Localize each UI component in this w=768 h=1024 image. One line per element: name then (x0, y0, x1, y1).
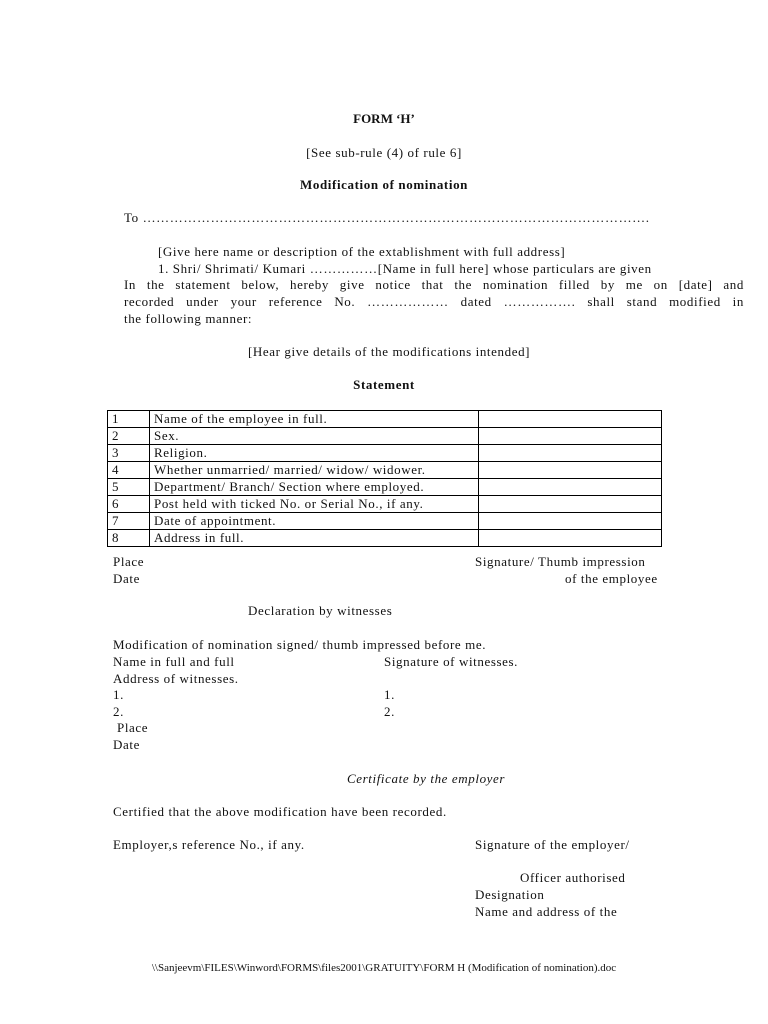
witness-date-label: Date (113, 737, 140, 752)
witnesses-title: Declaration by witnesses (248, 603, 393, 618)
statement-table (107, 410, 662, 547)
date-label: Date (113, 571, 140, 586)
row-value-field[interactable] (479, 513, 662, 530)
witness-right-2: 2. (384, 704, 395, 719)
name-address-label: Name and address of the (475, 904, 618, 919)
signature-thumb-label: Signature/ Thumb impression (475, 554, 646, 569)
employer-reference-label: Employer,s reference No., if any. (113, 837, 305, 852)
table-row (108, 496, 662, 513)
row-label: Department/ Branch/ Section where employed. (150, 479, 479, 496)
designation-label: Designation (475, 887, 545, 902)
to-line: To …………………………………………………………………………………………………. (124, 210, 650, 225)
table-row (108, 411, 662, 428)
table-row (108, 513, 662, 530)
place-label: Place (113, 554, 145, 569)
row-value-field[interactable] (479, 411, 662, 428)
details-note: [Hear give details of the modifications intended] (248, 344, 531, 359)
paragraph-line-2: In the statement below, hereby give notice that the nomination filled by me on [date] and (124, 277, 744, 292)
file-path-footer: \\Sanjeevm\FILES\Winword\FORMS\files2001\GRATUITY\FORM H (Modification of nomination).doc (151, 962, 617, 974)
row-value-field[interactable] (479, 496, 662, 513)
row-label: Name of the employee in full. (150, 411, 479, 428)
of-employee-label: of the employee (565, 571, 658, 586)
witness-left-1: 1. (113, 687, 124, 702)
sub-rule-reference: [See sub-rule (4) of rule 6] (306, 145, 462, 160)
row-label: Address in full. (150, 530, 479, 547)
row-value-field[interactable] (479, 479, 662, 496)
row-number: 3 (108, 445, 150, 462)
row-number: 7 (108, 513, 150, 530)
witness-address-label: Address of witnesses. (113, 671, 239, 686)
row-label: Post held with ticked No. or Serial No., if any. (150, 496, 479, 513)
table-row (108, 479, 662, 496)
witness-left-2: 2. (113, 704, 124, 719)
row-number: 1 (108, 411, 150, 428)
witness-place-label: Place (117, 720, 149, 735)
row-value-field[interactable] (479, 462, 662, 479)
row-number: 8 (108, 530, 150, 547)
paragraph-line-3: recorded under your reference No. ……………… dated ……………. shall stand modified in (124, 294, 744, 309)
page-heading: Modification of nomination (300, 177, 468, 192)
witness-right-1: 1. (384, 687, 395, 702)
witness-signature-label: Signature of witnesses. (384, 654, 519, 669)
signed-line: Modification of nomination signed/ thumb impressed before me. (113, 637, 487, 652)
row-number: 4 (108, 462, 150, 479)
paragraph-line-1: 1. Shri/ Shrimati/ Kumari ……………[Name in full here] whose particulars are given (158, 261, 652, 276)
paragraph-line-4: the following manner: (124, 311, 253, 326)
table-row (108, 428, 662, 445)
row-label: Sex. (150, 428, 479, 445)
row-number: 2 (108, 428, 150, 445)
table-row (108, 530, 662, 547)
row-value-field[interactable] (479, 530, 662, 547)
row-number: 5 (108, 479, 150, 496)
witness-name-label: Name in full and full (113, 654, 235, 669)
employer-signature-label: Signature of the employer/ (475, 837, 630, 852)
row-number: 6 (108, 496, 150, 513)
row-label: Whether unmarried/ married/ widow/ widower. (150, 462, 479, 479)
table-row (108, 445, 662, 462)
certificate-title: Certificate by the employer (347, 771, 506, 786)
establishment-note: [Give here name or description of the extablishment with full address] (158, 244, 566, 259)
row-label: Religion. (150, 445, 479, 462)
row-value-field[interactable] (479, 445, 662, 462)
certified-line: Certified that the above modification have been recorded. (113, 804, 447, 819)
row-label: Date of appointment. (150, 513, 479, 530)
officer-authorised-label: Officer authorised (520, 870, 626, 885)
table-row (108, 462, 662, 479)
statement-title: Statement (353, 377, 415, 392)
form-title: FORM ‘H’ (353, 111, 415, 126)
row-value-field[interactable] (479, 428, 662, 445)
